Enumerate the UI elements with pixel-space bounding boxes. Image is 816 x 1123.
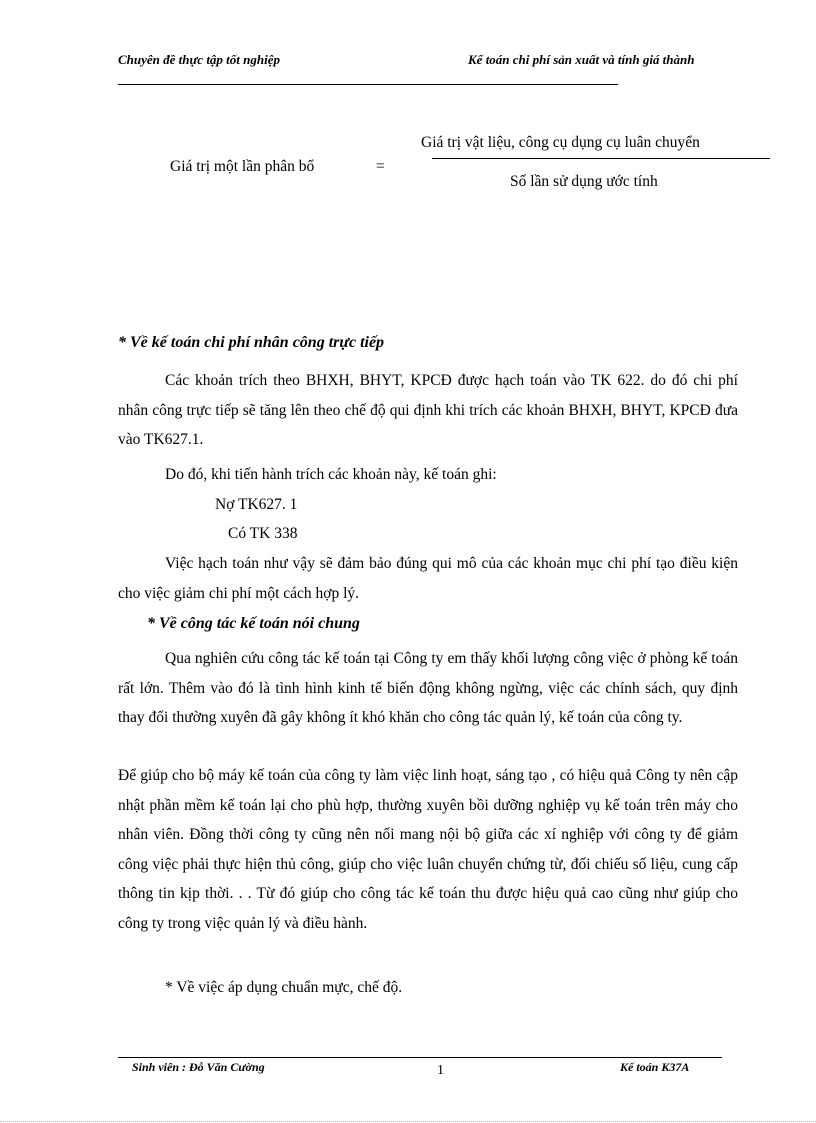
footer-class: Kế toán K37A [620,1060,690,1074]
journal-credit-line: Có TK 338 [228,525,298,542]
header-right: Kế toán chi phí sản xuất và tính giá thành [468,52,695,67]
section-line-standards: * Về việc áp dụng chuẩn mực, chế độ. [165,979,403,996]
fraction-bar [432,158,770,159]
formula-denominator: Số lần sử dụng ước tính [510,173,658,190]
paragraph: Các khoản trích theo BHXH, BHYT, KPCĐ được hạch toán vào TK 622. do đó chi phí nhân công trực tiếp sẽ tăng lên theo chế độ qui định khi trích các khoản BHXH, BHYT, KPCĐ đưa vào TK627.1. [118,372,738,448]
page-number: 1 [437,1063,444,1078]
footer-student: Sinh viên : Đỗ Văn Cường [132,1060,265,1074]
formula-equals: = [376,158,385,175]
section-heading-accounting-general: * Về công tác kế toán nói chung [147,615,360,632]
paragraph: Qua nghiên cứu công tác kế toán tại Công ty em thấy khối lượng công việc ở phòng kế toán rất lớn. Thêm vào đó là tình hình kinh tế biến động không ngừng, việc các chính sách, quy định thay đổi thường xuyên đã gây không ít khó khăn cho công tác quản lý, kế toán của công ty. [118,650,738,726]
footer-rule [118,1057,722,1058]
header-rule [118,84,618,85]
paragraph: Do đó, khi tiến hành trích các khoản này, kế toán ghi: [165,466,497,483]
header-left: Chuyên đề thực tập tốt nghiệp [118,52,280,67]
paragraph: Việc hạch toán như vậy sẽ đảm bảo đúng qui mô của các khoản mục chi phí tạo điều kiện cho việc giảm chi phí một cách hợp lý. [118,555,738,602]
paragraph: Để giúp cho bộ máy kế toán của công ty làm việc linh hoạt, sáng tạo , có hiệu quả Công ty nên cập nhật phần mềm kế toán lại cho phù hợp, thường xuyên bồi dưỡng nghiệp vụ kế toán trên máy cho nhân viên. Đồng thời công ty cũng nên nối mang nội bộ giữa các xí nghiệp với công ty để giảm công việc phải thực hiện thủ công, giúp cho việc luân chuyển chứng từ, đối chiếu số liệu, cung cấp thông tin kịp thời. . . Từ đó giúp cho công tác kế toán thu được hiệu quả cao cũng như giúp cho công ty trong việc quản lý và điều hành. [118,767,738,932]
section-heading-labor-cost: * Về kế toán chi phí nhân công trực tiếp [118,334,385,351]
journal-debit-line: Nợ TK627. 1 [215,496,298,513]
formula-numerator: Giá trị vật liệu, công cụ dụng cụ luân chuyển [421,134,700,151]
page-edge-dotted-line [0,1121,816,1122]
formula-label: Giá trị một lần phân bổ [170,158,315,175]
